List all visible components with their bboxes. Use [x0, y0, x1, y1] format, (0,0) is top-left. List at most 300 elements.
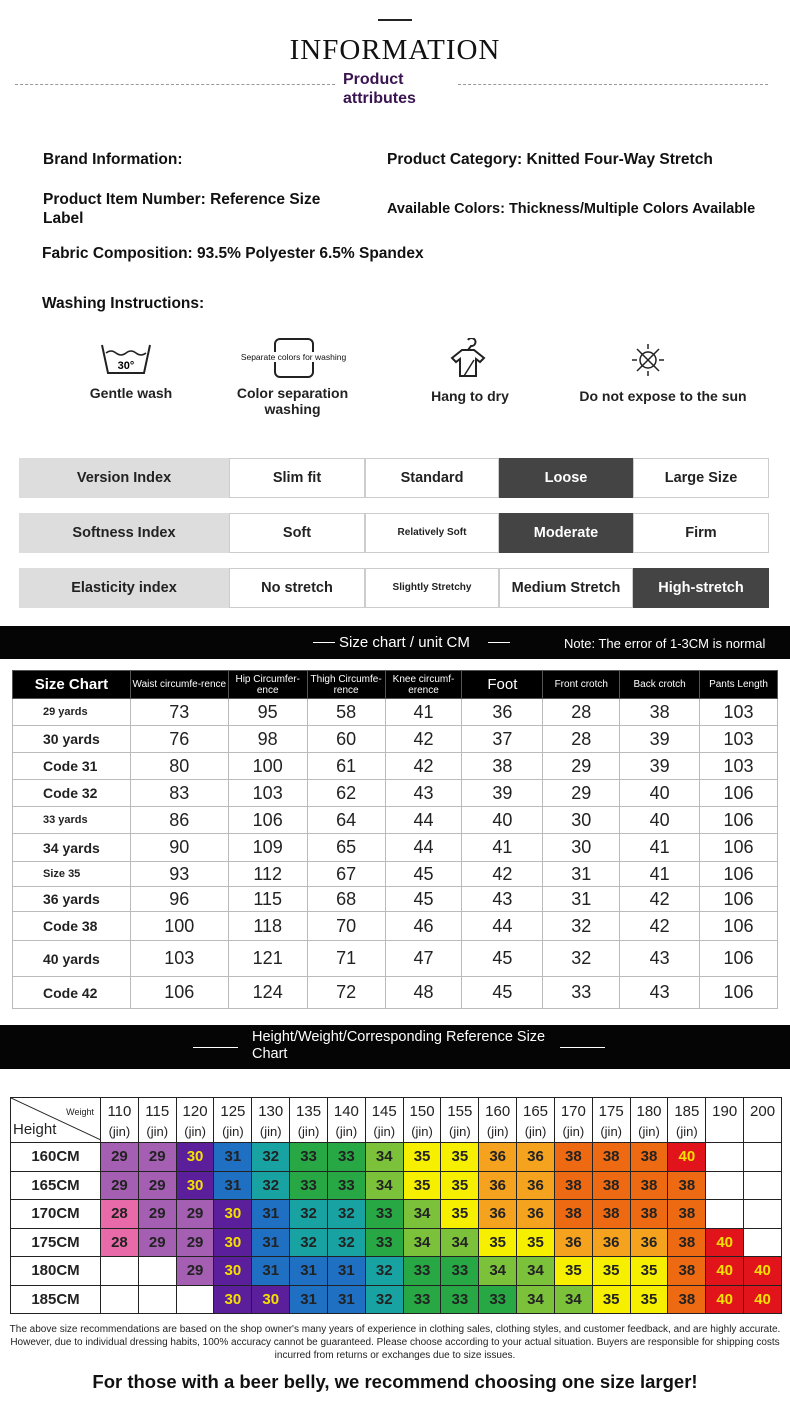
- cell: 83: [130, 780, 228, 807]
- cell: 43: [385, 780, 462, 807]
- size-chart-bar: [0, 626, 790, 659]
- size-cell: 33: [290, 1143, 328, 1172]
- index-option: Standard: [365, 458, 499, 498]
- index-option: Large Size: [633, 458, 769, 498]
- cell: 39: [462, 780, 543, 807]
- size-cell: 35: [441, 1200, 479, 1229]
- size-cell: 36: [479, 1171, 517, 1200]
- weight-unit: (jin): [146, 1124, 169, 1139]
- size-cell: 35: [403, 1143, 441, 1172]
- cell: 42: [385, 753, 462, 780]
- weight-value: 120: [182, 1103, 208, 1120]
- size-cell: 29: [138, 1143, 176, 1172]
- size-cell: 38: [554, 1200, 592, 1229]
- hw-row: [11, 1285, 782, 1314]
- cell: 44: [462, 912, 543, 941]
- cell: 45: [462, 941, 543, 977]
- height-value: 185CM: [11, 1285, 101, 1314]
- cell: 44: [385, 834, 462, 862]
- cell: 42: [620, 887, 700, 912]
- size-cell: 31: [327, 1257, 365, 1286]
- weight-header: [479, 1098, 517, 1143]
- weight-header: [403, 1098, 441, 1143]
- table-row: [13, 912, 778, 941]
- size-cell: 36: [554, 1228, 592, 1257]
- weight-unit: (jin): [297, 1124, 320, 1139]
- cell: 30: [543, 807, 620, 834]
- cell: 64: [307, 807, 385, 834]
- cell: 86: [130, 807, 228, 834]
- table-row: [13, 699, 778, 726]
- weight-header: [517, 1098, 555, 1143]
- empty-cell: [744, 1228, 782, 1257]
- hang-dry-icon: [446, 338, 490, 378]
- cell: 45: [462, 977, 543, 1009]
- size-cell: 33: [365, 1200, 403, 1229]
- height-label: Height: [13, 1121, 57, 1138]
- size-cell: 34: [365, 1171, 403, 1200]
- size-cell: 34: [479, 1257, 517, 1286]
- fabric-composition: Fabric Composition: 93.5% Polyester 6.5% Spandex: [42, 245, 424, 262]
- index-option: No stretch: [229, 568, 365, 608]
- cell: 124: [228, 977, 307, 1009]
- weight-value: 155: [447, 1103, 473, 1120]
- divider: [458, 84, 768, 85]
- cell: 100: [228, 753, 307, 780]
- cell: 40: [462, 807, 543, 834]
- size-cell: 33: [441, 1285, 479, 1314]
- cell: 118: [228, 912, 307, 941]
- cell: 60: [307, 726, 385, 753]
- size-cell: 31: [252, 1228, 290, 1257]
- cell: 46: [385, 912, 462, 941]
- size-cell: 40: [706, 1285, 744, 1314]
- weight-value: 150: [409, 1103, 435, 1120]
- size-cell: 31: [214, 1143, 252, 1172]
- cell: 48: [385, 977, 462, 1009]
- cell: 42: [462, 862, 543, 887]
- size-cell: 38: [668, 1171, 706, 1200]
- height-value: 170CM: [11, 1200, 101, 1229]
- size-cell: 33: [403, 1257, 441, 1286]
- size-cell: 35: [517, 1228, 555, 1257]
- weight-unit: (jin): [562, 1124, 585, 1139]
- disclaimer: The above size recommendations are based on the shop owner's many years of experience in clothing sales, clothing styles, and customer feedback, and are highly accurate. However, due to individual dressing habits, 100% accuracy cannot be guaranteed. Please choose according to your actual situation. Buyers are responsible for shipping costs incurred from returns or exchanges due to size issues.: [9, 1324, 781, 1361]
- size-cell: 34: [403, 1228, 441, 1257]
- column-header: Front crotch: [543, 671, 620, 699]
- cell: 37: [462, 726, 543, 753]
- size-cell: 35: [592, 1285, 630, 1314]
- table-row: [13, 834, 778, 862]
- weight-value: 200: [750, 1103, 776, 1120]
- size-cell: 30: [176, 1143, 214, 1172]
- divider: [560, 1047, 605, 1048]
- wash-label: Color separation washing: [236, 385, 349, 417]
- row-label: 40 yards: [13, 941, 131, 977]
- weight-header: [327, 1098, 365, 1143]
- size-cell: 40: [668, 1143, 706, 1172]
- cell: 106: [130, 977, 228, 1009]
- cell: 103: [700, 753, 778, 780]
- table-row: [13, 862, 778, 887]
- cell: 47: [385, 941, 462, 977]
- empty-cell: [101, 1257, 139, 1286]
- cell: 45: [385, 887, 462, 912]
- size-cell: 32: [290, 1200, 328, 1229]
- empty-cell: [706, 1171, 744, 1200]
- size-cell: 33: [479, 1285, 517, 1314]
- size-cell: 33: [403, 1285, 441, 1314]
- size-cell: 33: [290, 1171, 328, 1200]
- weight-header: [706, 1098, 744, 1143]
- index-option: Loose: [499, 458, 633, 498]
- cell: 121: [228, 941, 307, 977]
- cell: 39: [620, 726, 700, 753]
- row-label: Code 31: [13, 753, 131, 780]
- index-option: Moderate: [499, 513, 633, 553]
- weight-unit: (jin): [638, 1124, 660, 1139]
- weight-unit: (jin): [108, 1124, 131, 1139]
- size-cell: 36: [479, 1200, 517, 1229]
- cell: 73: [130, 699, 228, 726]
- size-chart-header: [13, 671, 778, 699]
- height-weight-table: [10, 1097, 782, 1314]
- size-cell: 32: [290, 1228, 328, 1257]
- size-cell: 31: [252, 1200, 290, 1229]
- size-cell: 29: [138, 1228, 176, 1257]
- height-value: 175CM: [11, 1228, 101, 1257]
- size-cell: 33: [441, 1257, 479, 1286]
- weight-header: [744, 1098, 782, 1143]
- cell: 65: [307, 834, 385, 862]
- size-cell: 35: [630, 1257, 668, 1286]
- size-cell: 31: [214, 1171, 252, 1200]
- divider: [488, 642, 510, 643]
- weight-value: 130: [258, 1103, 284, 1120]
- weight-unit: (jin): [676, 1124, 698, 1139]
- size-cell: 35: [592, 1257, 630, 1286]
- cell: 38: [462, 753, 543, 780]
- weight-header: [668, 1098, 706, 1143]
- beer-belly-tip: For those with a beer belly, we recommend choosing one size larger!: [92, 1371, 698, 1392]
- empty-cell: [138, 1285, 176, 1314]
- size-cell: 40: [706, 1257, 744, 1286]
- cell: 40: [620, 807, 700, 834]
- cell: 93: [130, 862, 228, 887]
- divider: [15, 84, 335, 85]
- size-cell: 31: [290, 1285, 328, 1314]
- size-cell: 29: [101, 1143, 139, 1172]
- size-cell: 32: [252, 1143, 290, 1172]
- size-cell: 38: [592, 1143, 630, 1172]
- size-cell: 33: [327, 1171, 365, 1200]
- size-cell: 30: [252, 1285, 290, 1314]
- row-label: 34 yards: [13, 834, 131, 862]
- size-cell: 28: [101, 1200, 139, 1229]
- cell: 70: [307, 912, 385, 941]
- weight-header: [630, 1098, 668, 1143]
- cell: 115: [228, 887, 307, 912]
- weight-unit: (jin): [524, 1124, 547, 1139]
- empty-cell: [706, 1143, 744, 1172]
- table-row: [13, 807, 778, 834]
- weight-unit: (jin): [335, 1124, 358, 1139]
- size-cell: 38: [668, 1228, 706, 1257]
- available-colors: Available Colors: Thickness/Multiple Colors Available: [387, 201, 756, 217]
- cell: 96: [130, 887, 228, 912]
- size-cell: 38: [592, 1200, 630, 1229]
- size-chart-table: [12, 670, 778, 1009]
- cell: 68: [307, 887, 385, 912]
- size-cell: 35: [554, 1257, 592, 1286]
- cell: 58: [307, 699, 385, 726]
- cell: 29: [543, 780, 620, 807]
- weight-header: [554, 1098, 592, 1143]
- cell: 41: [620, 862, 700, 887]
- height-value: 165CM: [11, 1171, 101, 1200]
- index-option: Slim fit: [229, 458, 365, 498]
- size-cell: 38: [668, 1257, 706, 1286]
- size-cell: 35: [479, 1228, 517, 1257]
- size-cell: 29: [138, 1200, 176, 1229]
- index-label: Elasticity index: [19, 568, 229, 608]
- weight-value: 170: [560, 1103, 586, 1120]
- size-chart-title: Size chart / unit CM: [339, 634, 470, 651]
- size-cell: 32: [365, 1285, 403, 1314]
- size-cell: 29: [176, 1200, 214, 1229]
- weight-unit: (jin): [449, 1124, 471, 1139]
- cell: 31: [543, 887, 620, 912]
- size-cell: 34: [517, 1285, 555, 1314]
- size-cell: 30: [214, 1200, 252, 1229]
- weight-header: [290, 1098, 328, 1143]
- cell: 71: [307, 941, 385, 977]
- weight-value: 160: [485, 1103, 511, 1120]
- weight-header: [365, 1098, 403, 1143]
- size-cell: 36: [479, 1143, 517, 1172]
- row-label: 33 yards: [13, 807, 131, 834]
- size-cell: 35: [441, 1171, 479, 1200]
- index-option: Slightly Stretchy: [365, 568, 499, 608]
- weight-value: 165: [523, 1103, 549, 1120]
- size-cell: 31: [290, 1257, 328, 1286]
- table-row: [13, 780, 778, 807]
- cell: 62: [307, 780, 385, 807]
- wash-label: Do not expose to the sun: [579, 388, 747, 404]
- washing-title: Washing Instructions:: [42, 295, 205, 312]
- size-cell: 38: [630, 1143, 668, 1172]
- size-cell: 28: [101, 1228, 139, 1257]
- size-cell: 30: [214, 1285, 252, 1314]
- index-label: Softness Index: [19, 513, 229, 553]
- size-cell: 38: [630, 1200, 668, 1229]
- cell: 106: [700, 807, 778, 834]
- cell: 41: [620, 834, 700, 862]
- size-cell: 40: [744, 1257, 782, 1286]
- weight-value: 180: [636, 1103, 662, 1120]
- size-cell: 36: [517, 1200, 555, 1229]
- cell: 29: [543, 753, 620, 780]
- cell: 67: [307, 862, 385, 887]
- size-cell: 32: [365, 1257, 403, 1286]
- product-category: Product Category: Knitted Four-Way Stretch: [387, 151, 713, 168]
- height-value: 160CM: [11, 1143, 101, 1172]
- weight-value: 135: [296, 1103, 322, 1120]
- cell: 33: [543, 977, 620, 1009]
- size-cell: 33: [365, 1228, 403, 1257]
- cell: 80: [130, 753, 228, 780]
- table-row: [13, 941, 778, 977]
- size-cell: 35: [630, 1285, 668, 1314]
- size-cell: 36: [592, 1228, 630, 1257]
- column-header: Waist circumfe-rence: [130, 671, 228, 699]
- cell: 106: [700, 780, 778, 807]
- size-cell: 38: [668, 1200, 706, 1229]
- column-header: Hip Circumfer-ence: [228, 671, 307, 699]
- empty-cell: [101, 1285, 139, 1314]
- row-label: 29 yards: [13, 699, 131, 726]
- size-cell: 32: [327, 1228, 365, 1257]
- hw-row: [11, 1171, 782, 1200]
- column-header: Thigh Circumfe-rence: [307, 671, 385, 699]
- weight-header: [441, 1098, 479, 1143]
- weight-value: 190: [712, 1103, 738, 1120]
- cell: 106: [700, 834, 778, 862]
- cell: 43: [620, 941, 700, 977]
- hw-row: [11, 1257, 782, 1286]
- weight-unit: (jin): [411, 1124, 433, 1139]
- row-label: 36 yards: [13, 887, 131, 912]
- size-cell: 30: [214, 1228, 252, 1257]
- weight-header: [214, 1098, 252, 1143]
- size-cell: 35: [403, 1171, 441, 1200]
- size-cell: 38: [554, 1171, 592, 1200]
- size-cell: 29: [176, 1257, 214, 1286]
- weight-value: 140: [333, 1103, 359, 1120]
- svg-text:30°: 30°: [117, 360, 135, 372]
- index-option: Medium Stretch: [499, 568, 633, 608]
- column-header: Knee circumf-erence: [385, 671, 462, 699]
- cell: 103: [228, 780, 307, 807]
- hw-chart-title: Height/Weight/Corresponding Reference Size Chart: [252, 1029, 546, 1062]
- cell: 36: [462, 699, 543, 726]
- index-option: Relatively Soft: [365, 513, 499, 553]
- item-number: Product Item Number: Reference Size Label: [43, 191, 321, 227]
- size-chart-note: Note: The error of 1-3CM is normal: [564, 636, 766, 651]
- size-cell: 34: [517, 1257, 555, 1286]
- icon-text: Separate colors for washing: [226, 352, 361, 362]
- hw-chart-bar: [0, 1025, 790, 1069]
- section-subtitle: Product attributes: [343, 71, 416, 107]
- cell: 103: [130, 941, 228, 977]
- size-cell: 36: [630, 1228, 668, 1257]
- height-value: 180CM: [11, 1257, 101, 1286]
- cell: 43: [620, 977, 700, 1009]
- weight-header: [138, 1098, 176, 1143]
- size-cell: 30: [176, 1171, 214, 1200]
- cell: 103: [700, 726, 778, 753]
- weight-header: [176, 1098, 214, 1143]
- column-header: Back crotch: [620, 671, 700, 699]
- cell: 106: [700, 912, 778, 941]
- cell: 106: [228, 807, 307, 834]
- cell: 45: [385, 862, 462, 887]
- size-cell: 34: [554, 1285, 592, 1314]
- column-header: Size Chart: [13, 671, 131, 699]
- weight-header: [592, 1098, 630, 1143]
- cell: 90: [130, 834, 228, 862]
- size-cell: 30: [214, 1257, 252, 1286]
- weight-value: 125: [220, 1103, 246, 1120]
- divider: [313, 642, 335, 643]
- weight-unit: (jin): [222, 1124, 244, 1139]
- empty-cell: [744, 1143, 782, 1172]
- decorative-line: [378, 19, 412, 21]
- cell: 28: [543, 726, 620, 753]
- table-row: [13, 753, 778, 780]
- hw-row: [11, 1228, 782, 1257]
- cell: 100: [130, 912, 228, 941]
- empty-cell: [744, 1171, 782, 1200]
- index-option: Soft: [229, 513, 365, 553]
- cell: 72: [307, 977, 385, 1009]
- cell: 32: [543, 941, 620, 977]
- cell: 109: [228, 834, 307, 862]
- cell: 39: [620, 753, 700, 780]
- size-cell: 35: [441, 1143, 479, 1172]
- size-cell: 31: [252, 1257, 290, 1286]
- cell: 106: [700, 862, 778, 887]
- weight-header: [252, 1098, 290, 1143]
- empty-cell: [176, 1285, 214, 1314]
- row-label: Code 42: [13, 977, 131, 1009]
- cell: 28: [543, 699, 620, 726]
- cell: 31: [543, 862, 620, 887]
- size-cell: 36: [517, 1143, 555, 1172]
- cell: 41: [462, 834, 543, 862]
- cell: 41: [385, 699, 462, 726]
- cell: 44: [385, 807, 462, 834]
- row-label: Code 38: [13, 912, 131, 941]
- empty-cell: [706, 1200, 744, 1229]
- cell: 106: [700, 887, 778, 912]
- table-row: [13, 726, 778, 753]
- weight-unit: (jin): [486, 1124, 509, 1139]
- cell: 98: [228, 726, 307, 753]
- hw-row: [11, 1200, 782, 1229]
- cell: 32: [543, 912, 620, 941]
- size-cell: 38: [668, 1285, 706, 1314]
- size-cell: 33: [327, 1143, 365, 1172]
- cell: 106: [700, 977, 778, 1009]
- corner-cell: [11, 1098, 101, 1143]
- size-cell: 34: [403, 1200, 441, 1229]
- weight-value: 185: [674, 1103, 700, 1120]
- wash-label: Hang to dry: [431, 388, 509, 404]
- weight-label: Weight: [66, 1107, 94, 1117]
- size-cell: 31: [327, 1285, 365, 1314]
- table-row: [13, 887, 778, 912]
- index-option: Firm: [633, 513, 769, 553]
- cell: 95: [228, 699, 307, 726]
- column-header: Foot: [462, 671, 543, 699]
- weight-unit: (jin): [600, 1124, 623, 1139]
- wash-label: Gentle wash: [89, 385, 173, 401]
- weight-unit: (jin): [259, 1124, 282, 1139]
- size-cell: 29: [138, 1171, 176, 1200]
- column-header: Pants Length: [700, 671, 778, 699]
- index-option: High-stretch: [633, 568, 769, 608]
